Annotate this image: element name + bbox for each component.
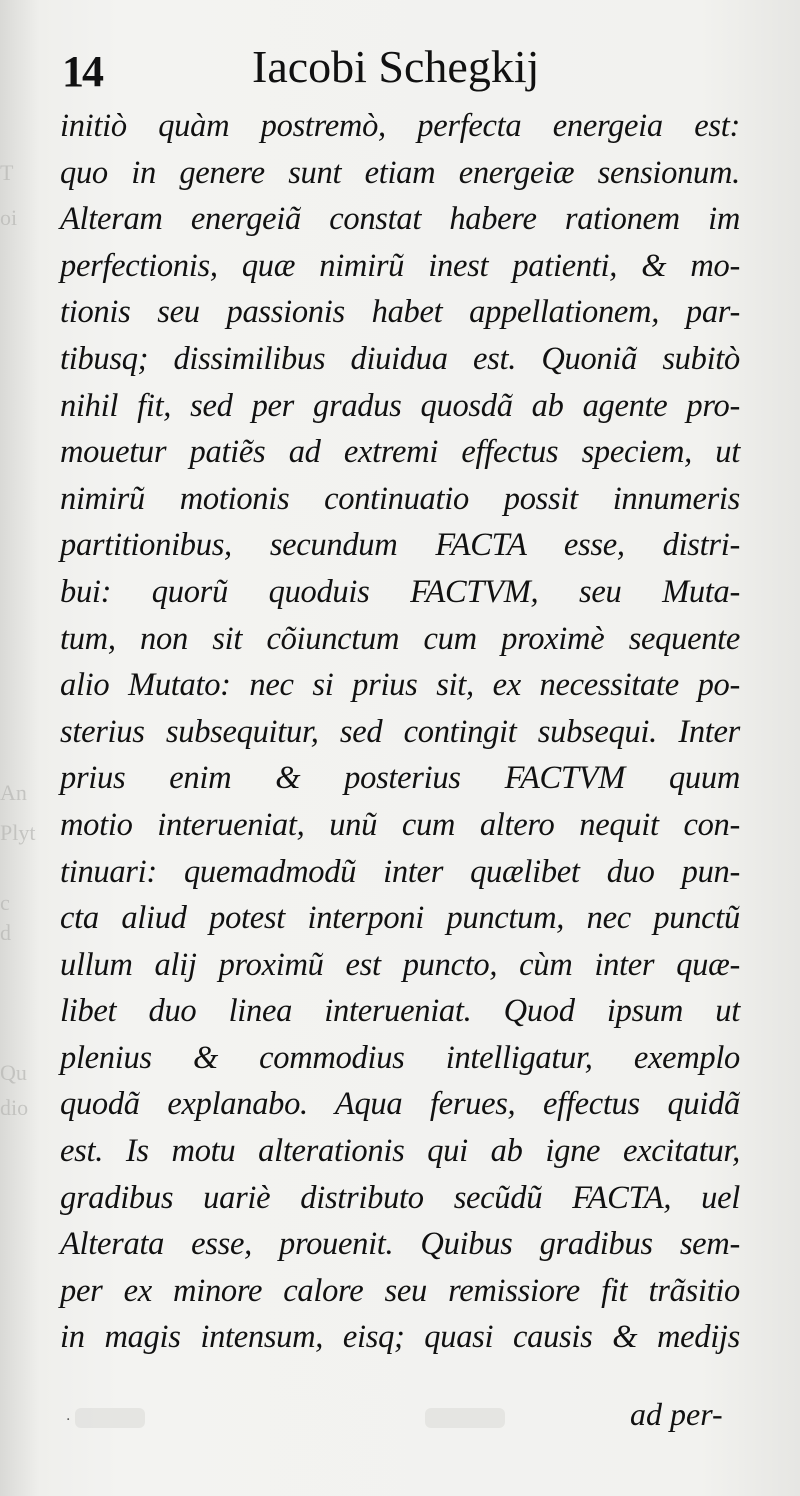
text-line: gradibus uariè distributo secũdũ FACTA, uel xyxy=(60,1179,740,1216)
text-line: perfectionis, quæ nimirũ inest patienti, & mo- xyxy=(60,247,740,284)
text-line: motio interueniat, unũ cum altero nequit con- xyxy=(60,806,740,843)
text-line: sterius subsequitur, sed contingit subsequi. Inter xyxy=(60,713,740,750)
text-line: in magis intensum, eisq; quasi causis & medijs xyxy=(60,1319,740,1356)
running-title: Iacobi Schegkij xyxy=(252,41,540,92)
bleed-through-text: Plyt xyxy=(0,820,36,845)
text-line: Alteram energeiã constat habere rationem im xyxy=(60,201,740,238)
text-line: bui: quorũ quoduis FACTVM, seu Muta- xyxy=(60,573,740,610)
bleed-through-text: oi xyxy=(0,205,18,230)
bleed-through-text: d xyxy=(0,920,11,945)
bleed-through-text: c xyxy=(0,890,10,915)
page-number: 14 xyxy=(62,47,102,96)
text-line: nimirũ motionis continuatio possit innumeris xyxy=(60,480,740,517)
text-line: per ex minore calore seu remissiore fit trãsitio xyxy=(60,1272,740,1309)
text-line: cta aliud potest interponi punctum, nec punctũ xyxy=(60,900,740,937)
text-line: tum, non sit cõiunctum cum proximè sequente xyxy=(60,620,740,657)
text-line: est. Is motu alterationis qui ab igne excitatur, xyxy=(60,1133,740,1170)
catchword: ad per- xyxy=(630,1396,723,1432)
body-text xyxy=(60,103,740,1361)
text-line: mouetur patiẽs ad extremi effectus speciem, ut xyxy=(60,434,740,471)
bleed-through-text: Qu xyxy=(0,1060,27,1085)
ink-smudge xyxy=(75,1408,145,1428)
ink-smudge xyxy=(425,1408,505,1428)
bleed-through-text: An xyxy=(0,780,27,805)
text-line: prius enim & posterius FACTVM quum xyxy=(60,760,740,797)
bleed-through-text: dio xyxy=(0,1095,29,1120)
text-line: tinuari: quemadmodũ inter quælibet duo pun- xyxy=(60,853,740,890)
text-line: plenius & commodius intelligatur, exemplo xyxy=(60,1039,740,1076)
text-line: quo in genere sunt etiam energeiæ sensionum. xyxy=(60,154,740,191)
text-line: ullum alij proximũ est puncto, cùm inter quæ- xyxy=(60,946,740,983)
page-header xyxy=(0,40,800,102)
text-line: alio Mutato: nec si prius sit, ex necessitate po- xyxy=(60,667,740,704)
bleed-through-text: T xyxy=(0,160,14,185)
text-line: libet duo linea interueniat. Quod ipsum ut xyxy=(60,993,740,1030)
text-line: partitionibus, secundum FACTA esse, distri- xyxy=(60,527,740,564)
text-line: tionis seu passionis habet appellationem, par- xyxy=(60,294,740,331)
text-line: initiò quàm postremò, perfecta energeia est: xyxy=(60,108,740,144)
printer-mark: · xyxy=(66,1412,71,1428)
text-line: tibusq; dissimilibus diuidua est. Quoniã subitò xyxy=(60,340,740,377)
text-line: quodã explanabo. Aqua ferues, effectus quidã xyxy=(60,1086,740,1123)
text-line: Alterata esse, prouenit. Quibus gradibus sem- xyxy=(60,1226,740,1263)
text-line: nihil fit, sed per gradus quosdã ab agente pro- xyxy=(60,387,740,424)
